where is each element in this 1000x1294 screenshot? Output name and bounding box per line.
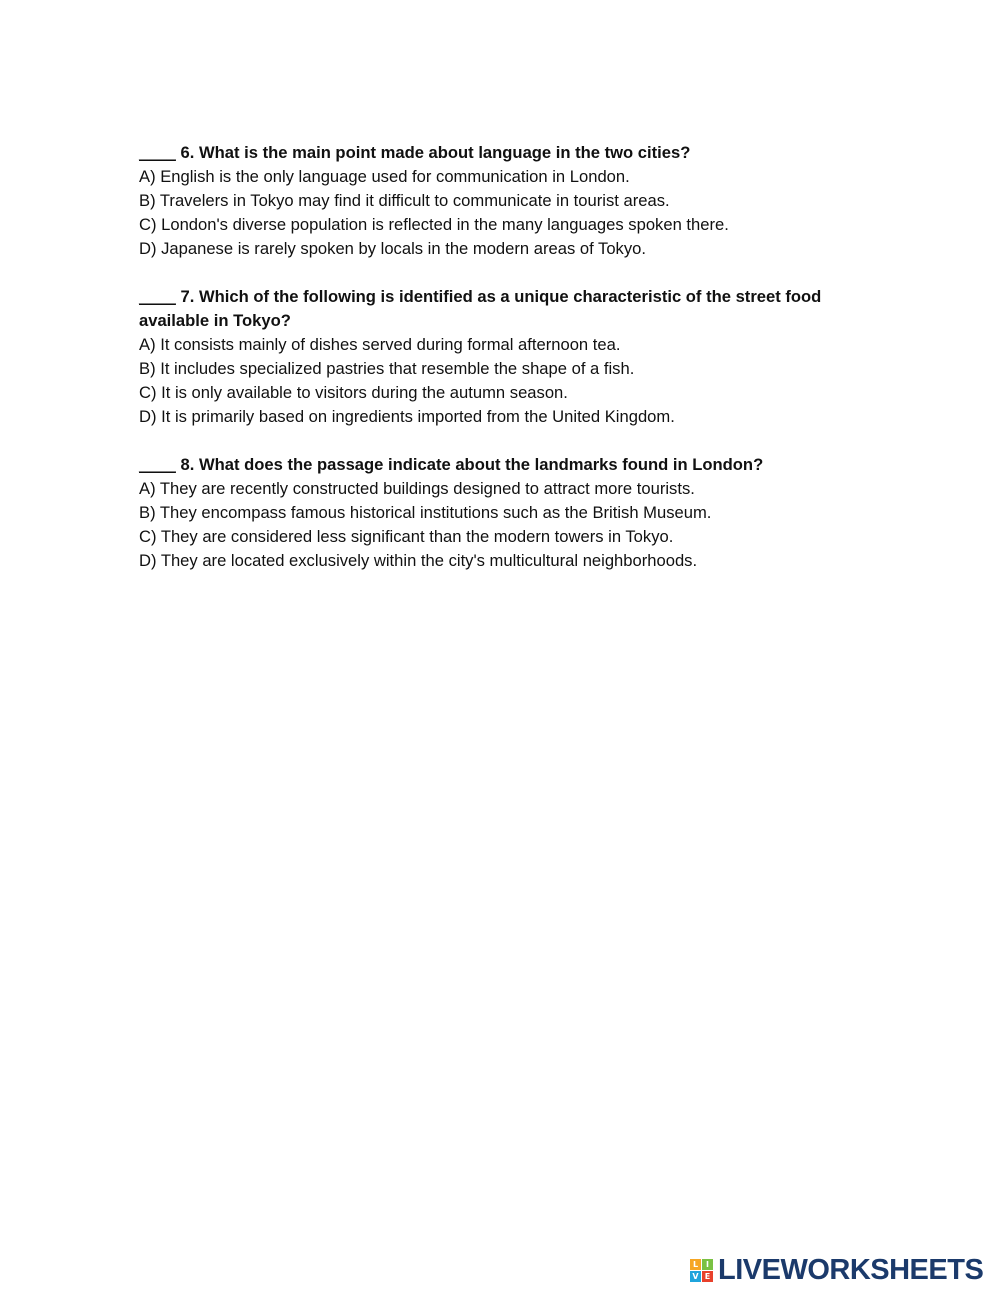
answer-blank[interactable]: ____ [139, 143, 176, 162]
logo-square: V [690, 1271, 701, 1282]
option-c: C) London's diverse population is reflected in the many languages spoken there. [139, 215, 729, 234]
option-a: A) It consists mainly of dishes served during formal afternoon tea. [139, 335, 621, 354]
logo-square: E [702, 1271, 713, 1282]
question-text: 7. Which of the following is identified as a unique characteristic of the street food available in Tokyo? [139, 287, 822, 330]
question-prompt [139, 141, 859, 165]
logo-wordmark: LIVEWORKSHEETS [718, 1254, 984, 1286]
question-text: 8. What does the passage indicate about the landmarks found in London? [175, 455, 764, 474]
question-6 [139, 141, 859, 261]
liveworksheets-logo [690, 1255, 990, 1285]
option-c: C) They are considered less significant than the modern towers in Tokyo. [139, 527, 674, 546]
question-prompt [139, 453, 859, 477]
option-c: C) It is only available to visitors during the autumn season. [139, 383, 568, 402]
option-d: D) They are located exclusively within the city's multicultural neighborhoods. [139, 551, 698, 570]
option-b: B) Travelers in Tokyo may find it difficult to communicate in tourist areas. [139, 191, 670, 210]
option-d: D) Japanese is rarely spoken by locals in the modern areas of Tokyo. [139, 239, 646, 258]
option-a: A) They are recently constructed buildings designed to attract more tourists. [139, 479, 695, 498]
answer-blank[interactable]: ____ [139, 287, 176, 306]
logo-square: I [702, 1259, 713, 1270]
question-text: 6. What is the main point made about language in the two cities? [175, 143, 691, 162]
question-prompt [139, 285, 859, 333]
answer-blank[interactable]: ____ [139, 455, 176, 474]
option-b: B) They encompass famous historical institutions such as the British Museum. [139, 503, 712, 522]
option-b: B) It includes specialized pastries that resemble the shape of a fish. [139, 359, 635, 378]
question-7 [139, 285, 859, 429]
option-d: D) It is primarily based on ingredients imported from the United Kingdom. [139, 407, 675, 426]
question-8 [139, 453, 859, 573]
question-list [139, 141, 859, 597]
logo-square: L [690, 1259, 701, 1270]
logo-mark-icon [690, 1259, 713, 1282]
option-a: A) English is the only language used for communication in London. [139, 167, 630, 186]
